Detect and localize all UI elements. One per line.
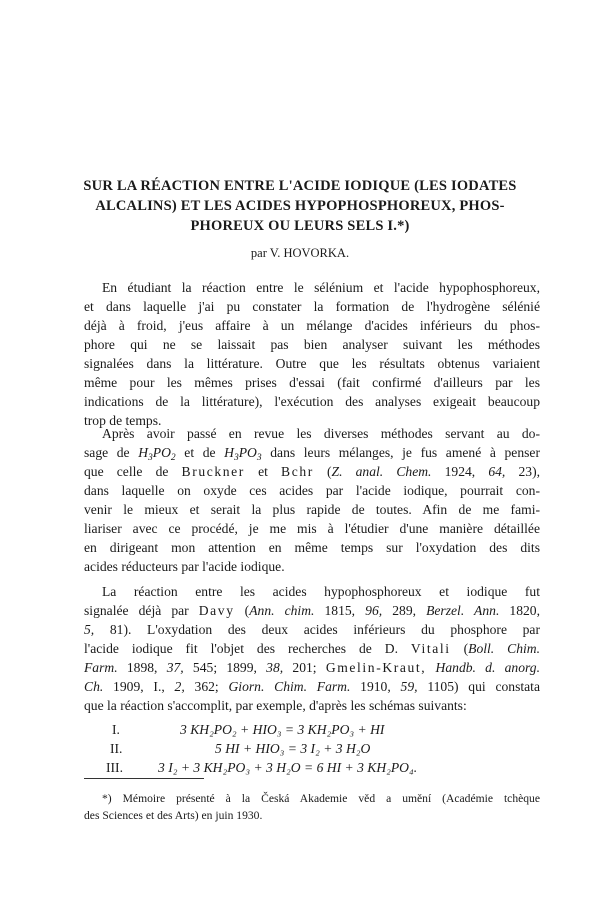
text-line: même pour les mêmes prises d'essai (fait confirmé d'ailleurs par les bbox=[84, 375, 540, 390]
volume-number: 5, bbox=[84, 622, 95, 637]
text-line: venir le mieux et serait la plus rapide de toutes. Afin de me fami- bbox=[84, 502, 540, 517]
text-line: En étudiant la réaction entre le sélénium et l'acide hypophosphoreux, bbox=[102, 280, 540, 295]
text-run: 362; bbox=[184, 679, 229, 694]
text-run: 1105) qui constata bbox=[417, 679, 540, 694]
paragraph-1 bbox=[84, 278, 540, 430]
text-run: 23), bbox=[505, 464, 540, 479]
formula bbox=[138, 445, 176, 463]
text-run: 1910, bbox=[350, 679, 401, 694]
text-run bbox=[426, 660, 435, 675]
equation: 3 I₂ + 3 KH₂PO₃ + 3 H₂O = 6 HI + 3 KH₂PO₄. bbox=[158, 760, 418, 775]
subscript: 3 bbox=[148, 453, 153, 463]
text-line: indications de la littérature), l'exécution des analyses exigeait beaucoup bbox=[84, 394, 540, 409]
text-run: sage de bbox=[84, 445, 139, 460]
text-run: 1924, bbox=[431, 464, 489, 479]
subscript: 2 bbox=[170, 453, 176, 463]
subscript: 3 bbox=[256, 453, 262, 463]
text-line: signalées dans la littérature. Outre que les résultats obtenus variaient bbox=[84, 356, 540, 371]
author-line: par V. HOVORKA. bbox=[250, 246, 350, 260]
journal-name: Ann. chim. bbox=[249, 603, 315, 618]
journal-name: Z. anal. Chem. bbox=[331, 464, 432, 479]
title-line: ALCALINS) ET LES ACIDES HYPOPHOSPHOREUX, PHOS- bbox=[95, 198, 505, 214]
text-run: et bbox=[244, 464, 282, 479]
text-line: phore qui ne se laissait pas bien analyser suivant les méthodes bbox=[84, 337, 540, 352]
text-line: et dans laquelle j'ai pu constater la formation de l'hydrogène sélénié bbox=[84, 299, 540, 314]
text-line bbox=[84, 601, 540, 620]
text-line: dans laquelle on oxyde ces acides par l'acide iodique, pourrait con- bbox=[84, 483, 540, 498]
text-line: La réaction entre les acides hypophosphoreux et iodique fut bbox=[102, 584, 540, 599]
journal-name: Farm. bbox=[84, 660, 118, 675]
subscript: 3 bbox=[233, 453, 239, 463]
text-line: que la réaction s'accomplit, par exemple, d'après les schémas suivants: bbox=[84, 698, 467, 713]
formula-part: H bbox=[224, 445, 234, 460]
author-name: Vitali bbox=[410, 641, 451, 656]
title-line: SUR LA RÉACTION ENTRE L'ACIDE IODIQUE (LES IODATES bbox=[83, 178, 517, 194]
volume-number: 37, bbox=[166, 660, 184, 675]
text-line bbox=[84, 443, 540, 462]
text-line: déjà à froid, j'eus affaire à un mélange d'acides inférieurs du phos- bbox=[84, 318, 540, 333]
footnote-line: des Sciences et des Arts) en juin 1930. bbox=[84, 809, 263, 822]
footnote-rule bbox=[84, 778, 204, 779]
text-run: ( bbox=[450, 641, 469, 656]
journal-name: Berzel. Ann. bbox=[426, 603, 500, 618]
author-name: Bruckner bbox=[181, 464, 245, 479]
volume-number: 38, bbox=[266, 660, 284, 675]
text-line bbox=[84, 639, 540, 658]
volume-number: 96, bbox=[365, 603, 383, 618]
journal-name: Giorn. Chim. Farm. bbox=[228, 679, 351, 694]
text-run: 1820, bbox=[499, 603, 540, 618]
formula bbox=[224, 445, 262, 463]
text-run: 1909, I., bbox=[103, 679, 175, 694]
text-run: 81). L'oxydation des deux acides inférieurs du phosphore par bbox=[94, 622, 540, 637]
text-run: signalée déjà par bbox=[84, 603, 199, 618]
text-run: 545; 1899, bbox=[183, 660, 267, 675]
text-run: dans leurs mélanges, je fus amené à penser bbox=[261, 445, 540, 460]
text-line bbox=[84, 658, 540, 677]
text-run: ( bbox=[234, 603, 250, 618]
text-line bbox=[84, 462, 540, 481]
footnote-line: *) Mémoire présenté à la Česká Akademie věd a umění (Académie tchèque bbox=[102, 792, 540, 805]
text-run: et de bbox=[175, 445, 225, 460]
author-name: Davy bbox=[198, 603, 235, 618]
journal-name: Ch. bbox=[84, 679, 104, 694]
formula-part: PO bbox=[238, 445, 257, 460]
equation-number: II. bbox=[110, 741, 123, 756]
text-line: acides réducteurs par l'acide iodique. bbox=[84, 559, 285, 574]
text-line: liariser avec ce procédé, je me mis à l'étudier d'une manière détaillée bbox=[84, 521, 540, 536]
paragraph-2 bbox=[84, 424, 540, 576]
text-run: 289, bbox=[382, 603, 427, 618]
text-line: Après avoir passé en revue les diverses méthodes servant au do- bbox=[102, 426, 540, 441]
text-run: que celle de bbox=[84, 464, 182, 479]
equation-number: III. bbox=[106, 760, 123, 775]
equation: 3 KH₂PO₂ + HIO₃ = 3 KH₂PO₃ + HI bbox=[180, 722, 385, 737]
text-run: 201; bbox=[283, 660, 326, 675]
text-run: ( bbox=[313, 464, 332, 479]
footnote bbox=[84, 790, 540, 824]
text-line bbox=[84, 677, 540, 696]
formula-part: H bbox=[138, 445, 149, 460]
volume-number: 59, bbox=[400, 679, 418, 694]
journal-name: Handb. d. anorg. bbox=[435, 660, 540, 675]
paragraph-3 bbox=[84, 582, 540, 715]
text-run: 1898, bbox=[117, 660, 167, 675]
equation: 5 HI + HIO₃ = 3 I₂ + 3 H₂O bbox=[215, 741, 371, 756]
text-run: 1815, bbox=[314, 603, 366, 618]
author-name: Bchr bbox=[281, 464, 314, 479]
volume-number: 64, bbox=[488, 464, 506, 479]
text-line bbox=[84, 620, 540, 639]
title-line: PHOREUX OU LEURS SELS I.*) bbox=[190, 218, 410, 234]
text-line: trop de temps. bbox=[84, 413, 162, 428]
formula-part: PO bbox=[152, 445, 171, 460]
equation-number: I. bbox=[112, 722, 120, 737]
author-name: Gmelin-Kraut, bbox=[325, 660, 427, 675]
volume-number: 2, bbox=[174, 679, 185, 694]
article-title bbox=[60, 176, 540, 236]
journal-name: Boll. Chim. bbox=[468, 641, 540, 656]
text-run: l'acide iodique fit l'objet des recherches de D. bbox=[84, 641, 411, 656]
text-line: en dirigeant mon attention en même temps sur l'oxydation des dits bbox=[84, 540, 540, 555]
